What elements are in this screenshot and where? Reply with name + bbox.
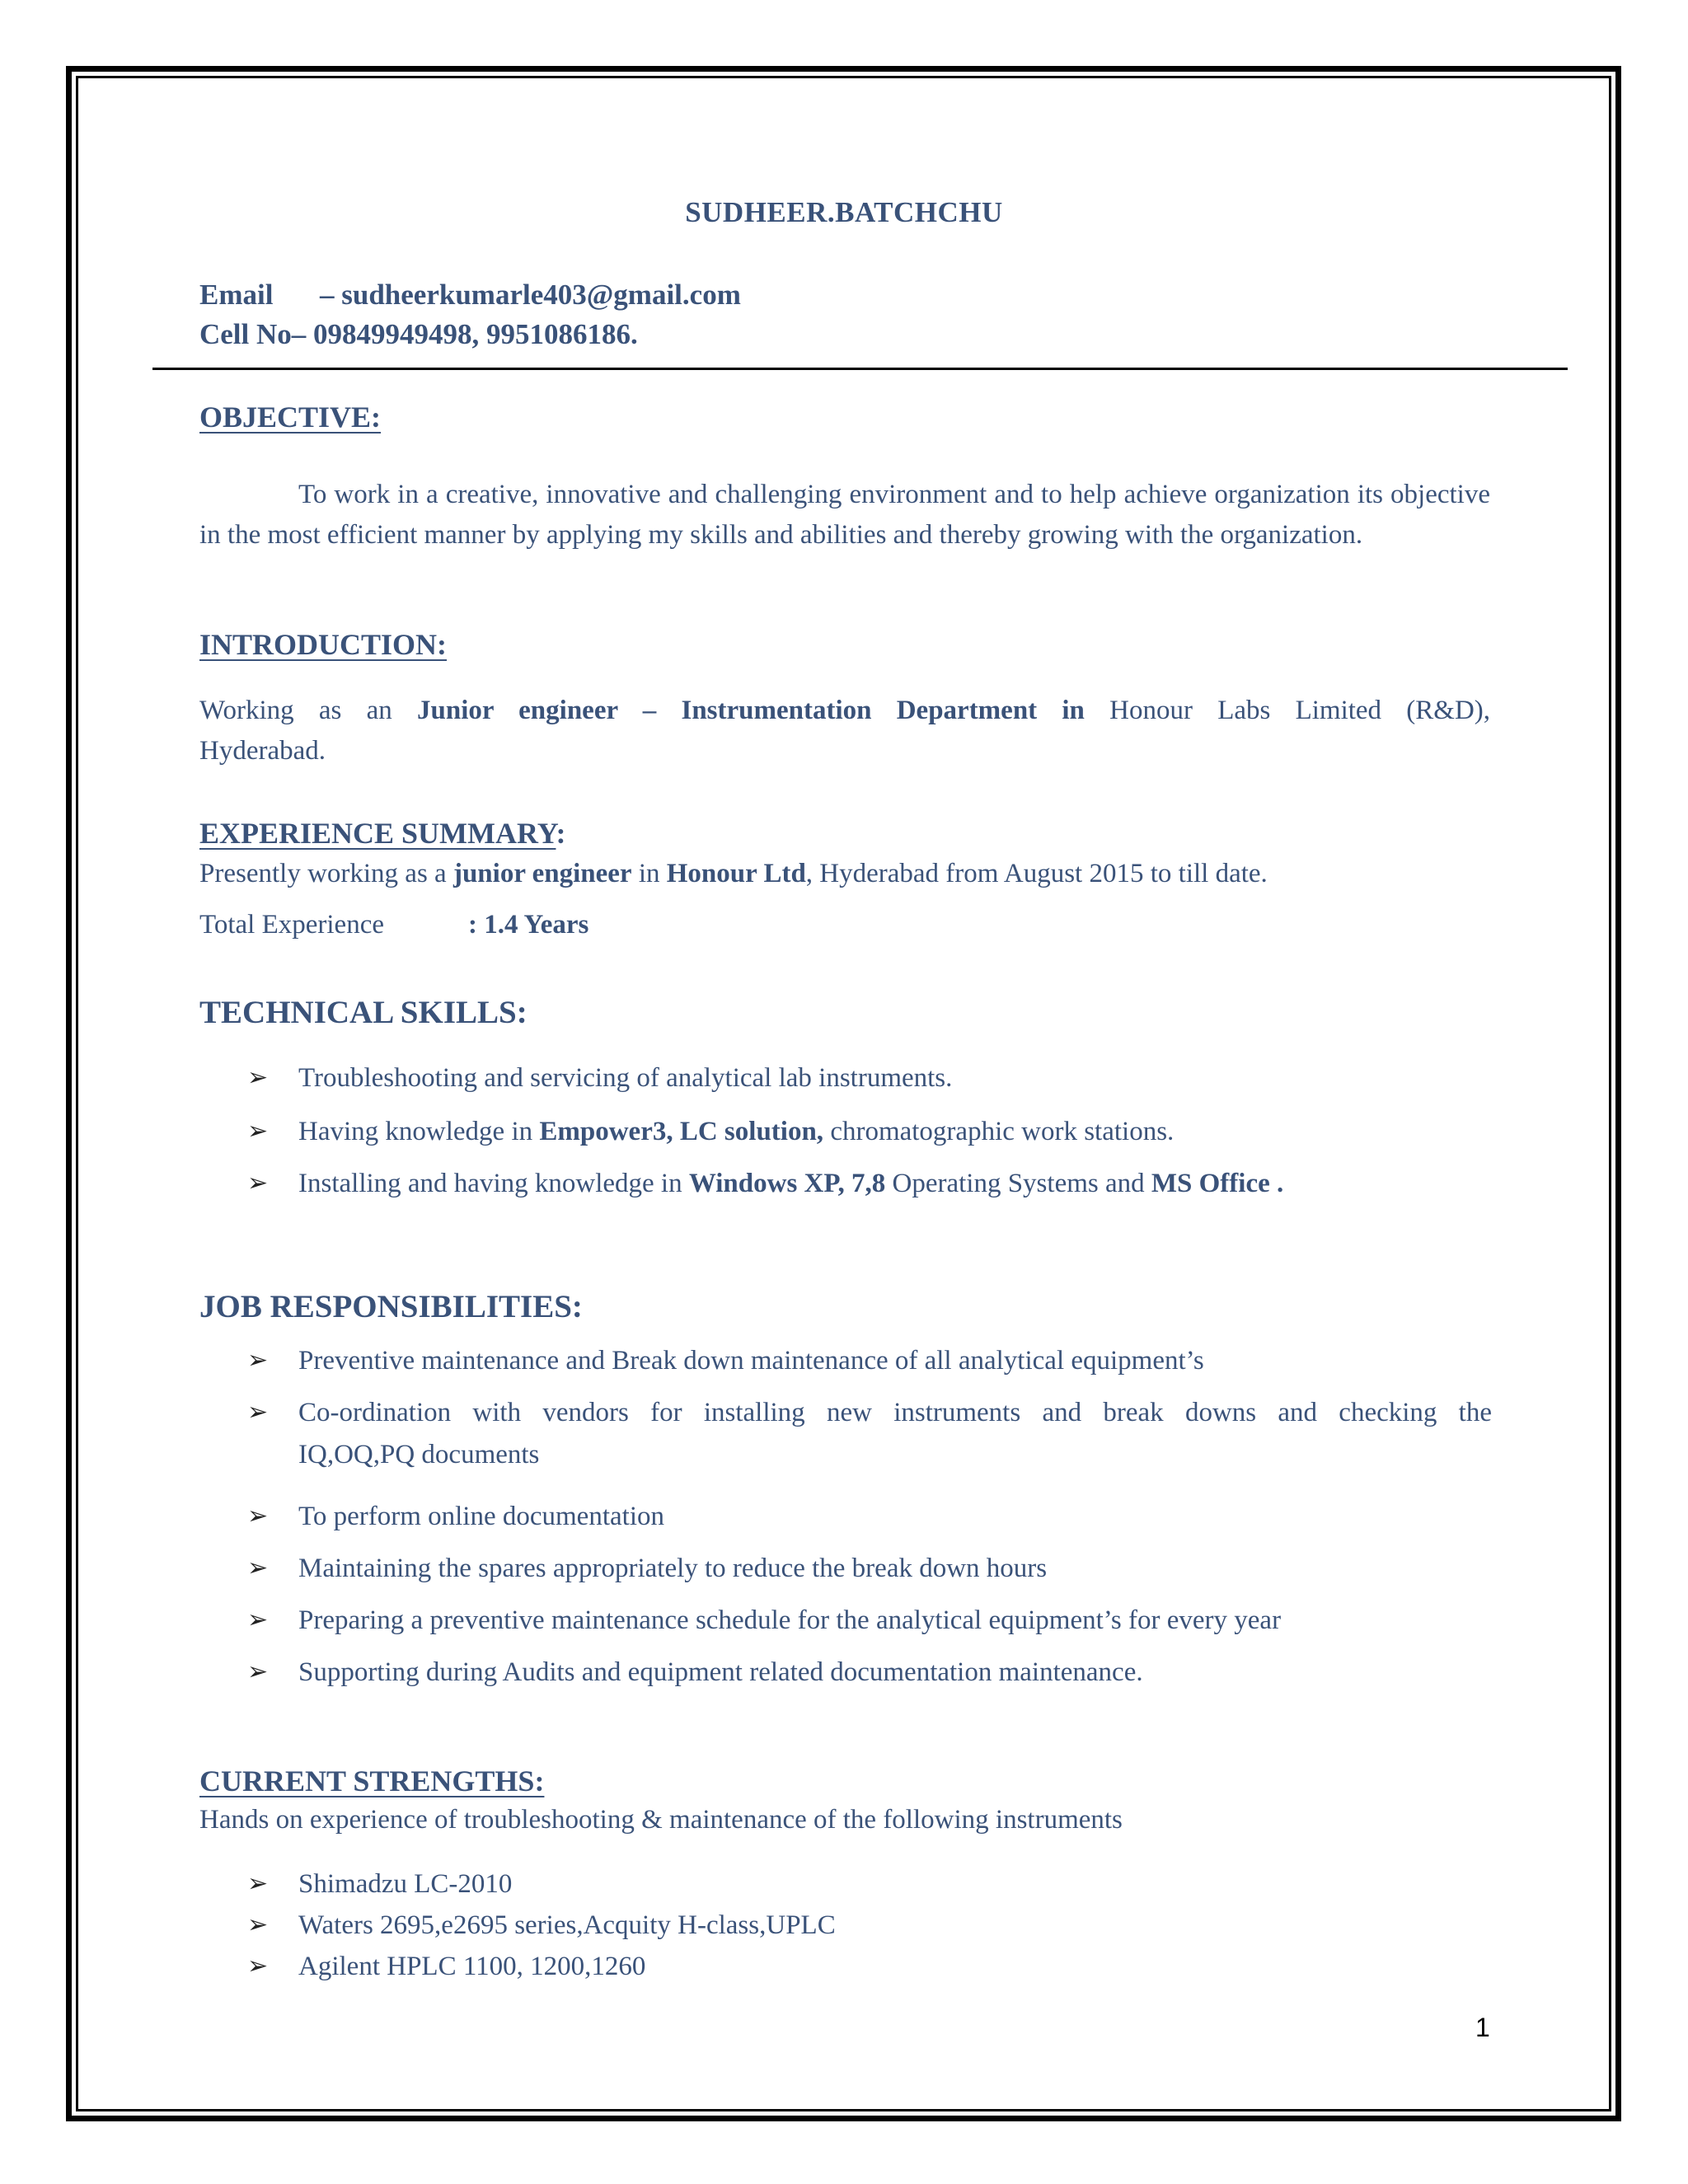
experience-company: Honour Ltd: [666, 859, 806, 888]
list-item: [247, 1910, 1492, 1952]
total-experience-line: [199, 905, 1490, 945]
responsibility-text: To perform online documentation: [298, 1502, 664, 1531]
cell-line: [199, 318, 638, 351]
arrow-bullet-icon: ➢: [247, 1554, 269, 1582]
introduction-text: [199, 691, 1490, 771]
email-value: – sudheerkumarle403@gmail.com: [320, 279, 741, 311]
list-item: [247, 1398, 1492, 1502]
skill-bold: Empower3, LC solution,: [539, 1117, 824, 1146]
experience-mid: in: [638, 859, 660, 888]
responsibility-text: Co-ordination with vendors for installing new instruments and break downs and checking the: [298, 1398, 1492, 1427]
arrow-bullet-icon: ➢: [247, 1952, 269, 1980]
skill-bold: Windows XP, 7,8: [688, 1169, 886, 1198]
skill-text: Having knowledge in: [298, 1117, 533, 1146]
list-item: [247, 1117, 1492, 1169]
experience-heading-text: EXPERIENCE SUMMARY: [199, 817, 556, 850]
responsibility-continuation: IQ,OQ,PQ documents: [298, 1440, 540, 1469]
arrow-bullet-icon: ➢: [247, 1605, 269, 1634]
experience-line: [199, 854, 1490, 894]
arrow-bullet-icon: ➢: [247, 1657, 269, 1686]
header-divider: [152, 368, 1568, 370]
experience-prefix: Presently working as a: [199, 859, 447, 888]
intro-role: Junior engineer – Instrumentation Department in: [417, 696, 1085, 725]
objective-text: [199, 475, 1490, 555]
list-item: [247, 1657, 1492, 1688]
total-experience-value: : 1.4 Years: [468, 910, 589, 940]
experience-heading: [199, 816, 565, 851]
instrument-text: Shimadzu LC-2010: [298, 1869, 513, 1899]
introduction-heading: [199, 627, 447, 662]
experience-suffix: , Hyderabad from August 2015 to till date.: [805, 859, 1268, 888]
list-item: [247, 1605, 1492, 1657]
list-item: [247, 1502, 1492, 1554]
current-strengths-heading-text: CURRENT STRENGTHS:: [199, 1765, 545, 1797]
introduction-line-2: Hyderabad.: [199, 736, 326, 766]
objective-paragraph: To work in a creative, innovative and challenging environment and to help achieve organization its objective in the most efficient manner by applying my skills and abilities and thereby growing with the organization.: [199, 480, 1490, 550]
skill-text: Operating Systems and: [892, 1169, 1145, 1198]
list-item: [247, 1554, 1492, 1605]
objective-heading: [199, 400, 381, 434]
technical-skills-list: [247, 1063, 1492, 1199]
responsibility-text: Maintaining the spares appropriately to reduce the break down hours: [298, 1554, 1048, 1583]
current-strengths-intro: Hands on experience of troubleshooting & maintenance of the following instruments: [199, 1805, 1123, 1835]
skill-bold: MS Office .: [1151, 1169, 1284, 1198]
arrow-bullet-icon: ➢: [247, 1910, 269, 1939]
arrow-bullet-icon: ➢: [247, 1169, 269, 1197]
technical-skills-heading: TECHNICAL SKILLS:: [199, 995, 528, 1030]
email-line: [199, 279, 741, 312]
arrow-bullet-icon: ➢: [247, 1398, 269, 1427]
total-experience-label: Total Experience: [199, 910, 384, 940]
current-strengths-list: [247, 1869, 1492, 1982]
page-number: 1: [1475, 2013, 1490, 2042]
cell-value: 09849949498, 9951086186.: [313, 318, 638, 350]
email-label: Email: [199, 279, 274, 311]
intro-company: Honour Labs Limited (R&D),: [1109, 696, 1491, 725]
responsibility-text: Supporting during Audits and equipment related documentation maintenance.: [298, 1657, 1143, 1687]
responsibility-text: Preparing a preventive maintenance schedule for the analytical equipment’s for every year: [298, 1605, 1282, 1635]
objective-heading-text: OBJECTIVE:: [199, 401, 382, 434]
skill-text: chromatographic work stations.: [830, 1117, 1175, 1146]
arrow-bullet-icon: ➢: [247, 1869, 269, 1898]
skill-text: Troubleshooting and servicing of analytical lab instruments.: [298, 1063, 953, 1093]
experience-role: junior engineer: [452, 859, 632, 888]
job-responsibilities-heading: JOB RESPONSIBILITIES:: [199, 1289, 583, 1324]
current-strengths-heading: [199, 1764, 544, 1798]
list-item: [247, 1063, 1492, 1117]
candidate-name: SUDHEER.BATCHCHU: [685, 196, 1003, 228]
experience-heading-colon: :: [556, 817, 566, 850]
arrow-bullet-icon: ➢: [247, 1346, 269, 1375]
list-item: [247, 1952, 1492, 1982]
job-responsibilities-list: [247, 1346, 1492, 1688]
list-item: [247, 1869, 1492, 1910]
instrument-text: Waters 2695,e2695 series,Acquity H-class,UPLC: [298, 1910, 836, 1940]
instrument-text: Agilent HPLC 1100, 1200,1260: [298, 1952, 646, 1981]
arrow-bullet-icon: ➢: [247, 1502, 269, 1530]
introduction-line-1: [199, 691, 1490, 731]
skill-text: Installing and having knowledge in: [298, 1169, 682, 1198]
list-item: [247, 1346, 1492, 1398]
arrow-bullet-icon: ➢: [247, 1117, 269, 1146]
cell-label: Cell No–: [199, 318, 307, 350]
introduction-heading-text: INTRODUCTION:: [199, 628, 448, 661]
list-item: [247, 1169, 1492, 1199]
responsibility-text: Preventive maintenance and Break down maintenance of all analytical equipment’s: [298, 1346, 1204, 1376]
intro-prefix: Working as an: [199, 696, 392, 725]
arrow-bullet-icon: ➢: [247, 1063, 269, 1092]
